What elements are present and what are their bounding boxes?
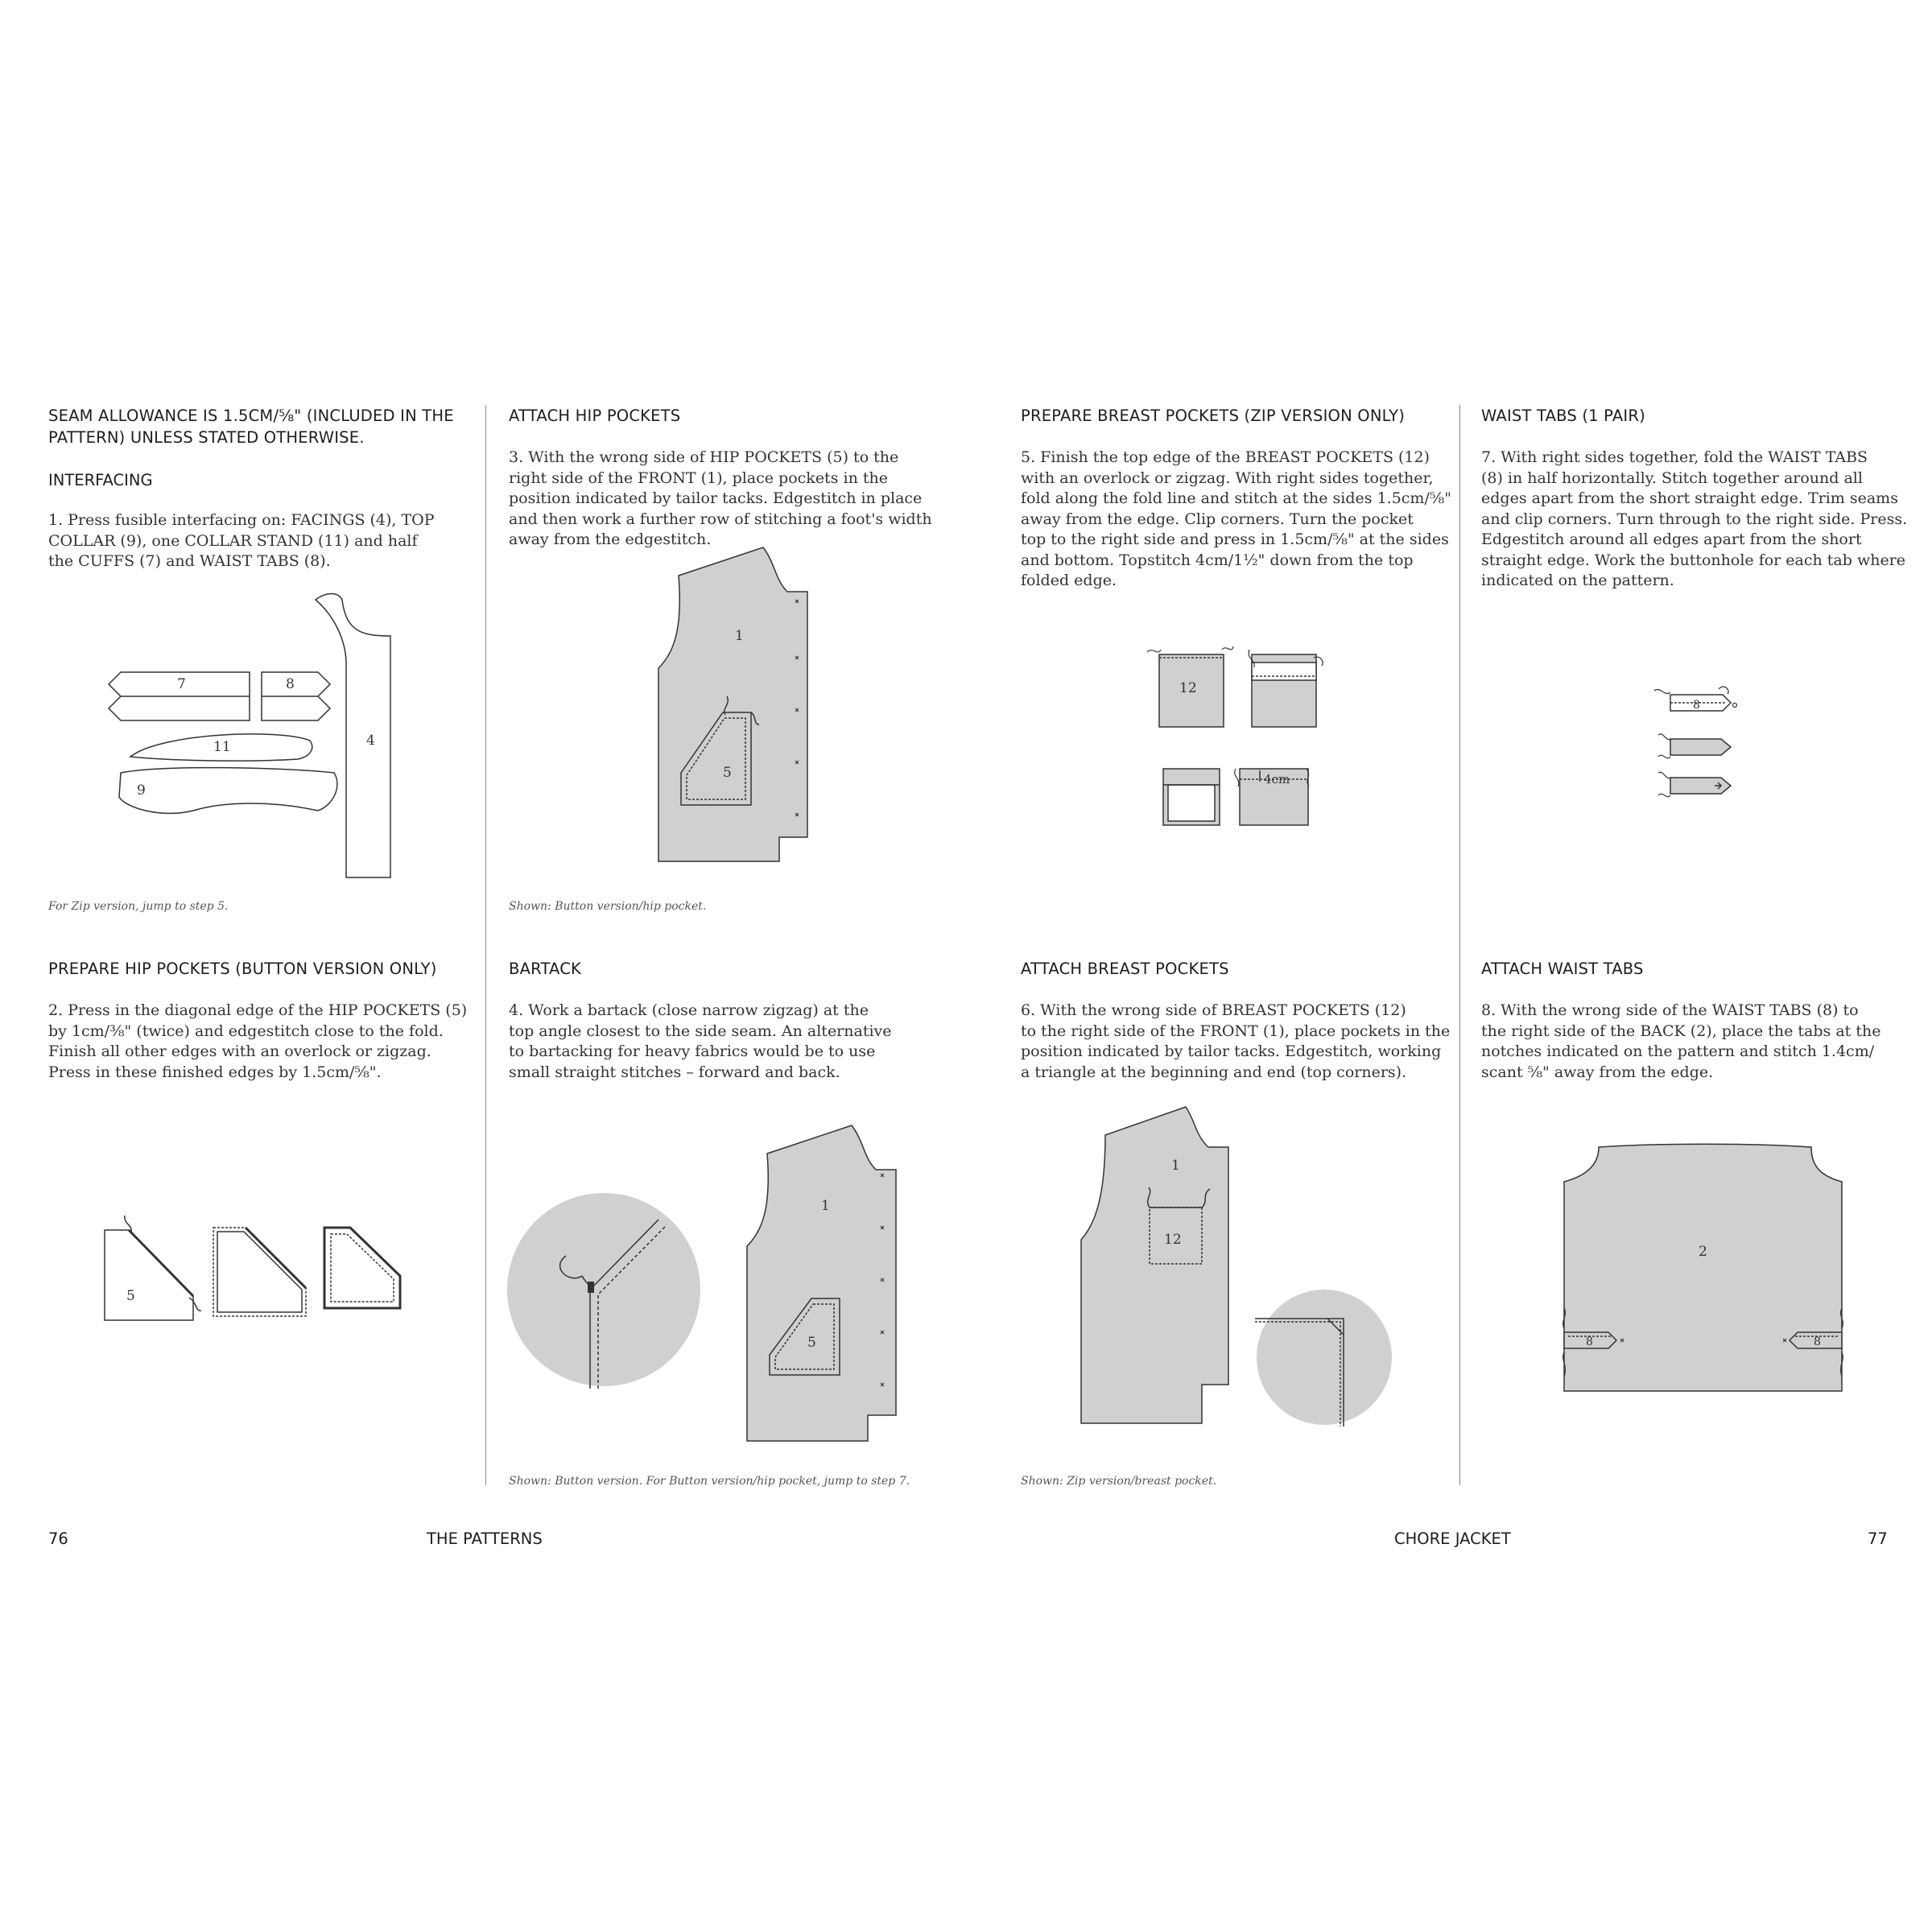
attach-breast-pockets-diagram xyxy=(1081,1107,1234,1423)
waist-tabs-heading: WAIST TABS (1 PAIR) xyxy=(1481,407,1645,425)
section-waist-tabs xyxy=(1481,405,1920,592)
piece-label-4: 4 xyxy=(366,733,375,749)
top-collar-piece-9 xyxy=(119,768,337,814)
attach-hip-pockets-heading: ATTACH HIP POCKETS xyxy=(509,407,681,425)
running-head-right: CHORE JACKET xyxy=(1394,1530,1511,1548)
prepare-breast-pockets-heading: PREPARE BREAST POCKETS (ZIP VERSION ONLY) xyxy=(1021,407,1406,425)
piece-label-5: 5 xyxy=(126,1288,135,1304)
piece-label-1: 1 xyxy=(735,628,744,644)
hip-pocket-flat xyxy=(105,1230,193,1320)
attach-breast-pockets-caption: Shown: Zip version/breast pocket. xyxy=(1021,1475,1217,1488)
running-head-left: THE PATTERNS xyxy=(427,1530,543,1548)
interfacing-diagram xyxy=(105,592,411,890)
attach-breast-pockets-text: 6. With the wrong side of BREAST POCKETS (12) to the right side of the FRONT (1), place pockets in the position indicated by tailor tacks. Edgestitch, working a triangle at the beginning and end (top corners). xyxy=(1021,1001,1451,1081)
hip-pocket-prep-diagram xyxy=(101,1208,415,1328)
bartack-text: 4. Work a bartack (close narrow zigzag) at the top angle closest to the side seam. An alternative to bartacking for heavy fabrics would be to use small straight stitches – forward and back. xyxy=(509,1001,892,1081)
section-attach-hip-pockets xyxy=(509,405,947,551)
waist-tabs-text: 7. With right sides together, fold the WAIST TABS (8) in half horizontally. Stitch together around all edges apart from the short straight edge. Trim seams and clip corners. Turn through to the right side. Press. Edgestitch around all edges apart from the short straight edge. Work the buttonhole for each tab where indicated on the pattern. xyxy=(1481,448,1908,589)
page-number-left: 76 xyxy=(48,1530,68,1548)
section-seam-allowance xyxy=(48,405,483,572)
piece-label-8-right: 8 xyxy=(1814,1335,1821,1348)
attach-waist-tabs-heading: ATTACH WAIST TABS xyxy=(1481,960,1644,978)
prepare-hip-pockets-heading: PREPARE HIP POCKETS (BUTTON VERSION ONLY) xyxy=(48,960,437,978)
topstitch-measure-label: 4cm xyxy=(1264,772,1290,786)
piece-label-11: 11 xyxy=(213,739,231,755)
section-attach-waist-tabs xyxy=(1481,958,1920,1083)
back-piece-2 xyxy=(1564,1144,1842,1391)
attach-waist-tabs-diagram xyxy=(1560,1143,1850,1393)
piece-label-8: 8 xyxy=(1693,699,1700,712)
front-piece-1 xyxy=(658,547,807,861)
piece-label-7: 7 xyxy=(177,676,186,692)
piece-label-8: 8 xyxy=(286,676,295,692)
section-prepare-breast-pockets xyxy=(1021,405,1459,592)
piece-label-9: 9 xyxy=(137,782,146,799)
column-rule-2 xyxy=(1459,405,1460,1485)
piece-label-8-left: 8 xyxy=(1586,1335,1593,1348)
breast-pocket-prep-diagram xyxy=(1143,640,1332,833)
piece-label-5: 5 xyxy=(723,765,732,781)
page-number-right: 77 xyxy=(1868,1530,1888,1548)
prepare-breast-pockets-text: 5. Finish the top edge of the BREAST POCKETS (12) with an overlock or zigzag. With right sides together, fold along the fold line and stitch at the sides 1.5cm/⅝" away from the edge. Clip corners. Turn the pocket top to the right side and press in 1.5cm/⅝" at the sides and bottom. Topstitch 4cm/1½" down from the top folded edge. xyxy=(1021,448,1452,589)
piece-label-1: 1 xyxy=(821,1198,830,1214)
bartack-caption: Shown: Button version. For Button version/hip pocket, jump to step 7. xyxy=(509,1475,910,1488)
waist-tabs-diagram xyxy=(1650,683,1739,799)
waist-tab-turned xyxy=(1670,739,1731,755)
attach-hip-pockets-caption: Shown: Button version/hip pocket. xyxy=(509,900,707,913)
seam-allowance-heading: SEAM ALLOWANCE IS 1.5CM/⅝" (INCLUDED IN THE PATTERN) UNLESS STATED OTHERWISE. xyxy=(48,407,454,447)
attach-hip-pockets-text: 3. With the wrong side of HIP POCKETS (5) to the right side of the FRONT (1), place pockets in the position indicated by tailor tacks. Edgestitch in place and then work a further row of stitching a foot's width away from the edgestitch. xyxy=(509,448,932,548)
attach-waist-tabs-text: 8. With the wrong side of the WAIST TABS (8) to the right side of the BACK (2), place the tabs at the notches indicated on the pattern and stitch 1.4cm/ scant ⅝" away from the edge. xyxy=(1481,1001,1881,1081)
prepare-hip-pockets-text: 2. Press in the diagonal edge of the HIP POCKETS (5) by 1cm/⅜" (twice) and edgestitch close to the fold. Finish all other edges with an overlock or zigzag. Press in these finished edges by 1.5cm/⅝". xyxy=(48,1001,468,1081)
front-piece-1 xyxy=(747,1125,896,1441)
attach-breast-pockets-heading: ATTACH BREAST POCKETS xyxy=(1021,960,1229,978)
breast-pocket-corner-detail xyxy=(1255,1288,1393,1426)
section-attach-breast-pockets xyxy=(1021,958,1459,1083)
section-prepare-hip-pockets xyxy=(48,958,483,1083)
bartack-detail-circle xyxy=(506,1191,703,1389)
piece-label-5: 5 xyxy=(807,1335,816,1351)
facing-piece-4 xyxy=(316,594,390,878)
piece-label-1: 1 xyxy=(1171,1158,1180,1174)
piece-label-2: 2 xyxy=(1699,1244,1707,1260)
interfacing-caption: For Zip version, jump to step 5. xyxy=(48,900,229,913)
section-bartack xyxy=(509,958,947,1083)
piece-label-12: 12 xyxy=(1179,680,1197,696)
interfacing-text: 1. Press fusible interfacing on: FACINGS (4), TOP COLLAR (9), one COLLAR STAND (11) and half the CUFFS (7) and WAIST TABS (8). xyxy=(48,511,435,570)
column-rule-1 xyxy=(485,405,486,1485)
piece-label-12: 12 xyxy=(1164,1232,1182,1248)
attach-hip-pockets-diagram xyxy=(650,547,819,861)
interfacing-subheading: INTERFACING xyxy=(48,471,153,489)
front-piece-1 xyxy=(1081,1107,1228,1423)
bartack-front-diagram xyxy=(739,1125,908,1441)
bartack-heading: BARTACK xyxy=(509,960,582,978)
